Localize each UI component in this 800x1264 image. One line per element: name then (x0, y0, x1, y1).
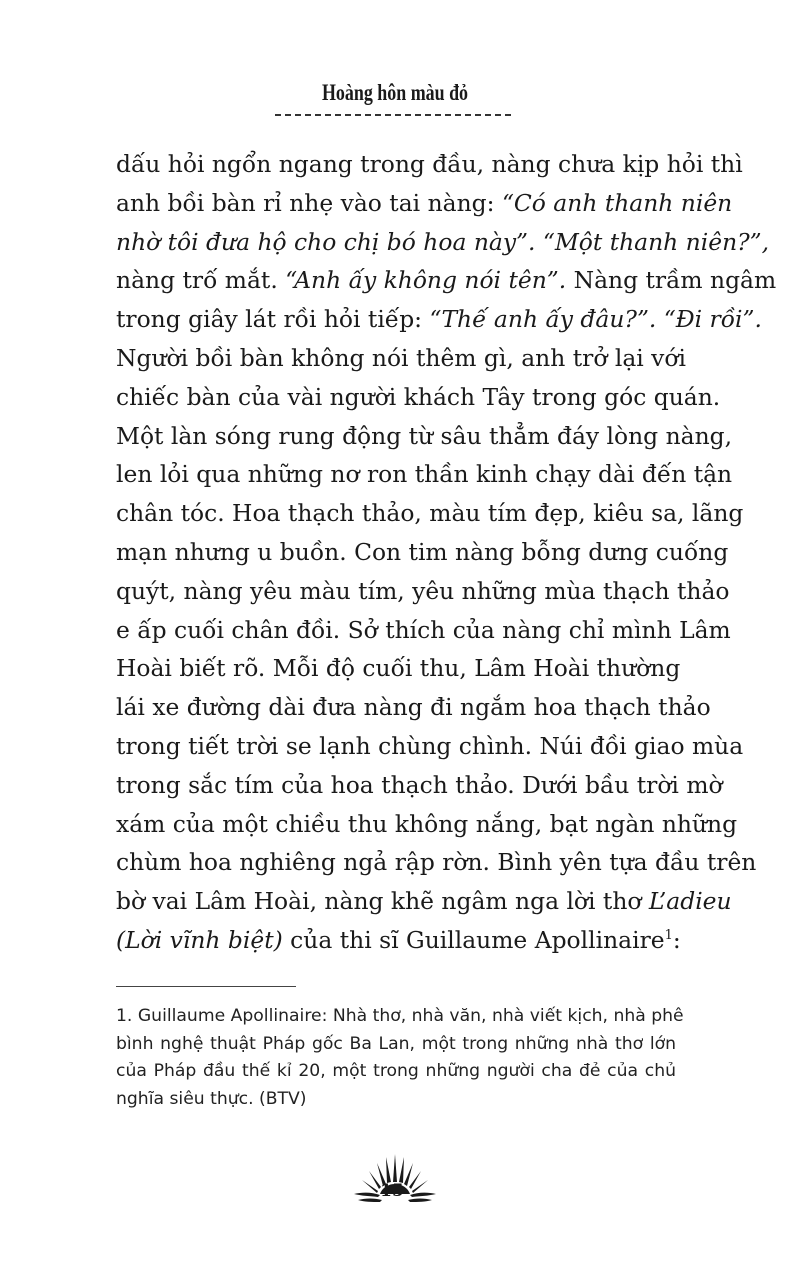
text-line (116, 882, 732, 921)
text-line (116, 184, 733, 223)
italic-text: “Thế anh ấy đâu?”. “Đi rồi”. (429, 305, 762, 334)
text-line (116, 223, 770, 262)
text-segment: chân tóc. Hoa thạch thảo, màu tím đẹp, kiêu sa, lãng (116, 499, 744, 528)
text-line (116, 417, 733, 456)
italic-text: “Anh ấy không nói tên”. (285, 266, 567, 295)
footnote-line: của Pháp đầu thế kỉ 20, một trong những người cha đẻ của chủ (116, 1061, 676, 1082)
text-segment: dấu hỏi ngổn ngang trong đầu, nàng chưa kịp hỏi thì (116, 150, 743, 178)
footnote-line: 1. Guillaume Apollinaire: Nhà thơ, nhà văn, nhà viết kịch, nhà phê (116, 1006, 684, 1026)
italic-text: L’adieu (648, 887, 732, 916)
text-line (116, 533, 729, 572)
text-segment: trong sắc tím của hoa thạch thảo. Dưới bầu trời mờ (116, 770, 723, 799)
italic-text: “Có anh thanh niên (501, 188, 733, 217)
text-line (116, 805, 738, 844)
text-segment: : (672, 925, 681, 954)
text-segment: của thi sĩ Guillaume Apollinaire (282, 925, 665, 954)
text-line (116, 339, 686, 378)
text-segment: lái xe đường dài đưa nàng đi ngắm hoa thạch thảo (116, 693, 711, 722)
text-line (116, 611, 731, 650)
text-line (116, 921, 681, 960)
footnote-marker: 1 (664, 928, 673, 944)
text-line (116, 766, 723, 805)
text-segment: anh bồi bàn rỉ nhẹ vào tai nàng: (116, 188, 502, 217)
text-line (116, 378, 721, 417)
text-line (116, 494, 744, 533)
text-line (116, 649, 681, 688)
text-segment: chùm hoa nghiêng ngả rập rờn. Bình yên tựa đầu trên (116, 848, 757, 877)
text-segment: Nàng trầm ngâm (566, 266, 777, 295)
text-segment: mạn nhưng u buồn. Con tim nàng bỗng dưng cuống (116, 537, 729, 566)
text-line (116, 727, 744, 766)
text-segment: trong giây lát rồi hỏi tiếp: (116, 305, 430, 334)
text-line (116, 300, 762, 339)
italic-text: (Lời vĩnh biệt) (116, 925, 283, 954)
text-line (116, 688, 711, 727)
text-segment: Hoài biết rõ. Mỗi độ cuối thu, Lâm Hoài thường (116, 654, 681, 683)
text-line (116, 843, 757, 882)
text-segment: chiếc bàn của vài người khách Tây trong góc quán. (116, 382, 721, 411)
footnote-line: bình nghệ thuật Pháp gốc Ba Lan, một trong những nhà thơ lớn (116, 1033, 676, 1054)
text-line (116, 455, 733, 494)
text-segment: Một làn sóng rung động từ sâu thẳm đáy lòng nàng, (116, 421, 733, 450)
text-line (116, 261, 777, 300)
text-segment: nàng trố mắt. (116, 266, 286, 295)
header-dashed-rule (275, 114, 511, 116)
italic-text: nhờ tôi đưa hộ cho chị bó hoa này”. “Một thanh niên?”, (116, 227, 770, 256)
text-segment: quýt, nàng yêu màu tím, yêu những mùa thạch thảo (116, 576, 730, 605)
text-segment: bờ vai Lâm Hoài, nàng khẽ ngâm nga lời thơ (116, 887, 649, 916)
footnote (116, 1003, 684, 1113)
text-segment: trong tiết trời se lạnh chùng chình. Núi đồi giao mùa (116, 731, 744, 760)
text-segment: len lỏi qua những nơ ron thần kinh chạy dài đến tận (116, 460, 733, 489)
text-line (116, 145, 743, 184)
running-header-title: Hoàng hôn màu đỏ (321, 80, 469, 105)
text-segment: xám của một chiều thu không nắng, bạt ngàn những (116, 809, 738, 838)
page-number: 15 (380, 1181, 404, 1201)
text-line (116, 572, 730, 611)
body-paragraph (116, 145, 777, 960)
footnote-line: nghĩa siêu thực. (BTV) (116, 1088, 307, 1109)
footnote-rule (116, 986, 296, 987)
text-segment: Người bồi bàn không nói thêm gì, anh trở lại với (116, 343, 686, 372)
text-segment: e ấp cuối chân đồi. Sở thích của nàng chỉ mình Lâm (116, 615, 731, 644)
